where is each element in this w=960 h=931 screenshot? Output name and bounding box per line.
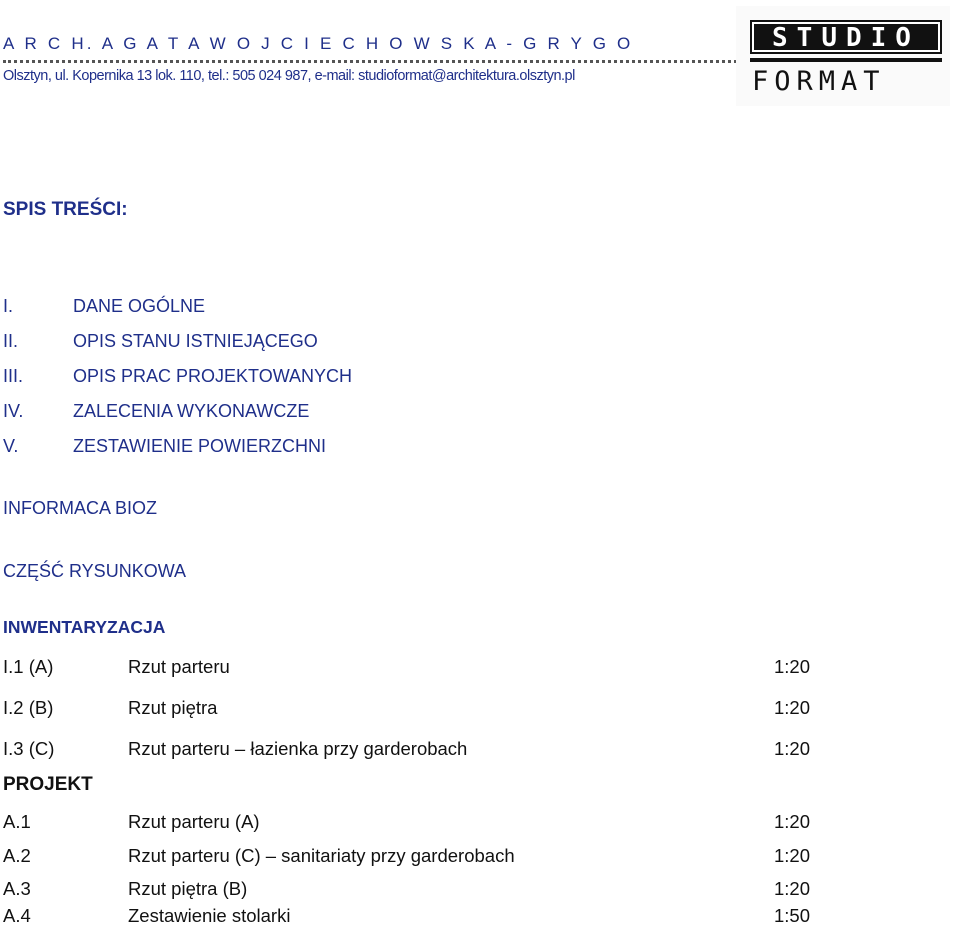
logo-text-line1: STUDIO	[772, 23, 920, 53]
drawing-row	[3, 845, 810, 869]
drawing-row	[3, 738, 810, 762]
firm-address: Olsztyn, ul. Kopernika 13 lok. 110, tel.: 505 024 987, e-mail: studioformat@architektura.olsztyn.pl	[3, 68, 575, 84]
drawing-row	[3, 905, 810, 929]
drawing-row	[3, 811, 810, 835]
toc-drawing-part: CZĘŚĆ RYSUNKOWA	[3, 561, 187, 581]
drawing-scale: 1:20	[773, 811, 810, 832]
drawing-description: Rzut parteru – łazienka przy garderobach	[128, 738, 468, 759]
drawing-description: Rzut piętra	[128, 697, 218, 718]
logo-graphic	[736, 6, 950, 106]
drawing-code: I.3 (C)	[3, 738, 55, 759]
logo-mid-rule	[750, 58, 942, 62]
toc-item-number: IV.	[3, 401, 24, 421]
studio-format-logo	[736, 6, 950, 106]
logo-text-line2: FORMAT	[752, 66, 886, 97]
drawing-description: Zestawienie stolarki	[128, 905, 291, 926]
drawing-scale: 1:20	[773, 738, 810, 759]
project-heading: PROJEKT	[3, 774, 93, 795]
drawing-scale: 1:20	[773, 697, 810, 718]
toc-item-number: I.	[3, 296, 14, 316]
drawing-description: Rzut parteru	[128, 656, 230, 677]
drawing-code: I.2 (B)	[3, 697, 54, 718]
drawing-description: Rzut parteru (C) – sanitariaty przy garderobach	[128, 845, 515, 866]
drawing-code: A.4	[3, 905, 31, 926]
toc-item-label: OPIS STANU ISTNIEJĄCEGO	[73, 331, 318, 351]
drawing-row	[3, 878, 810, 902]
drawing-description: Rzut piętra (B)	[128, 878, 248, 899]
drawing-row	[3, 697, 810, 721]
drawing-code: A.3	[3, 878, 31, 899]
drawing-scale: 1:50	[773, 905, 810, 926]
drawing-scale: 1:20	[773, 845, 810, 866]
drawing-code: I.1 (A)	[3, 656, 54, 677]
drawing-scale: 1:20	[773, 878, 810, 899]
inventory-heading: INWENTARYZACJA	[3, 617, 166, 637]
toc-item-label: DANE OGÓLNE	[73, 296, 206, 316]
drawing-description: Rzut parteru (A)	[128, 811, 260, 832]
drawing-code: A.2	[3, 845, 31, 866]
drawing-row	[3, 656, 810, 680]
toc-title: SPIS TREŚCI:	[3, 199, 128, 220]
firm-name: A R C H. A G A T A W O J C I E C H O W S K A - G R Y G O	[3, 34, 634, 53]
toc-item-label: ZALECENIA WYKONAWCZE	[73, 401, 310, 421]
drawing-scale: 1:20	[773, 656, 810, 677]
drawing-code: A.1	[3, 811, 31, 832]
toc-item-label: ZESTAWIENIE POWIERZCHNI	[73, 436, 327, 456]
header-dotted-divider	[3, 60, 755, 63]
toc-item-number: III.	[3, 366, 24, 386]
toc-item-number: II.	[3, 331, 19, 351]
toc-item-number: V.	[3, 436, 19, 456]
toc-item-label: OPIS PRAC PROJEKTOWANYCH	[73, 366, 353, 386]
toc-bioz: INFORMACA BIOZ	[3, 498, 158, 518]
